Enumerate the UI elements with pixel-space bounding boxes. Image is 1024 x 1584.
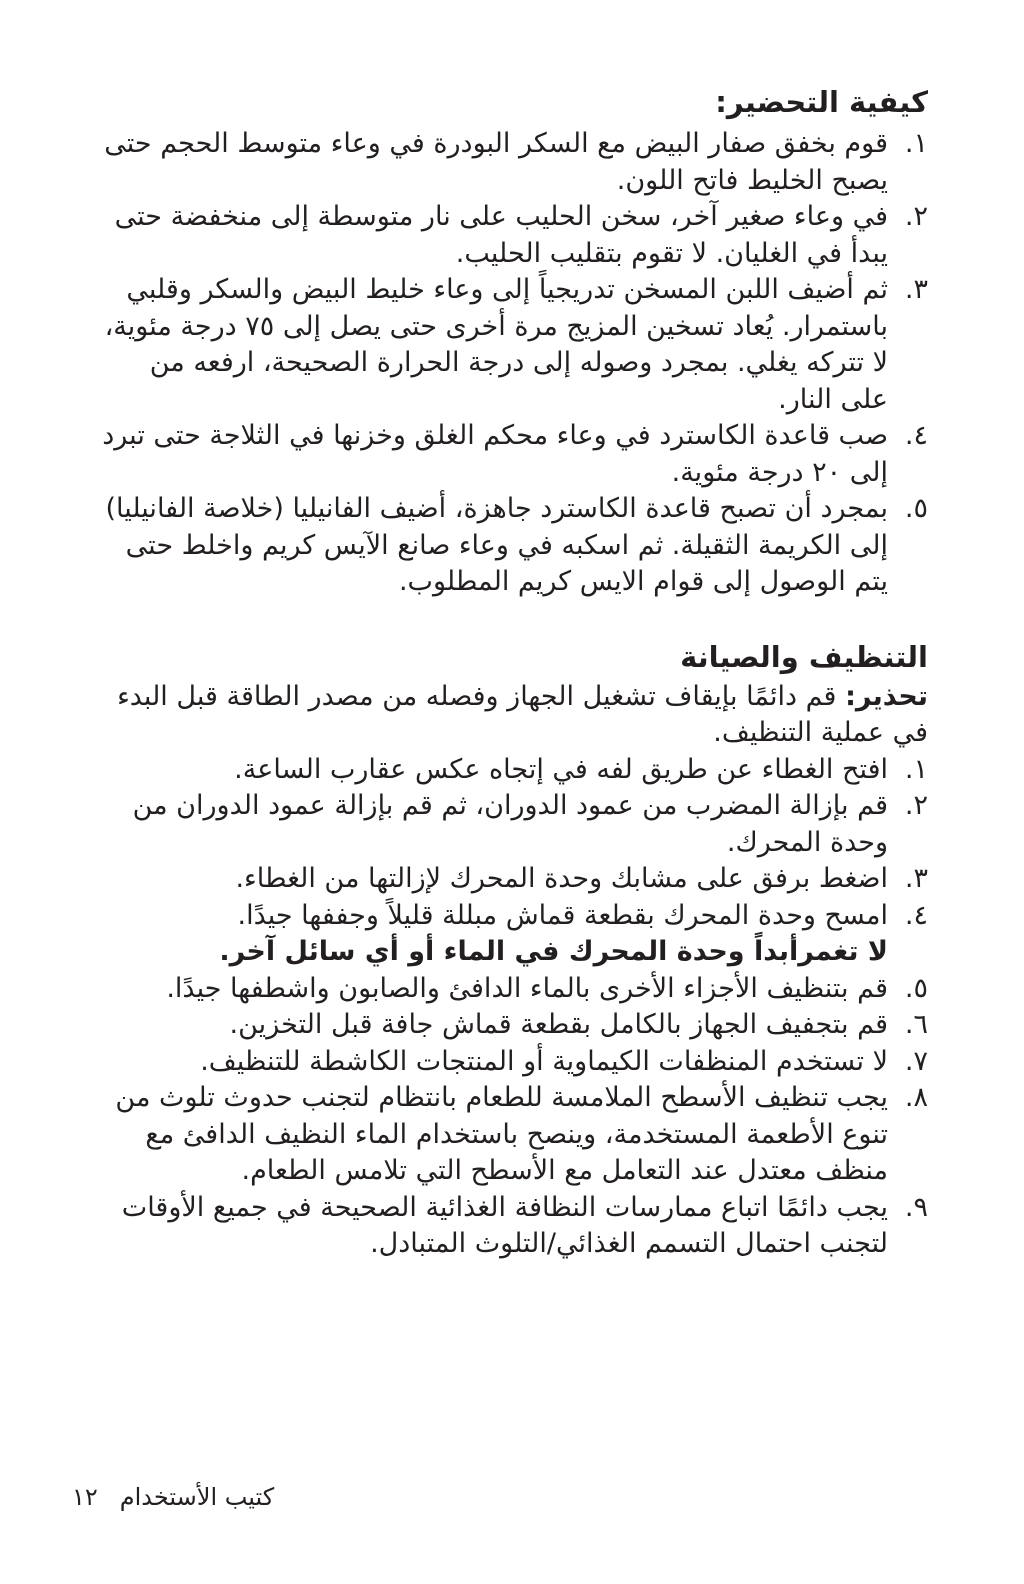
step-text: يجب دائمًا اتباع ممارسات النظافة الغذائية الصحيحة في جميع الأوقات لتجنب احتمال التسمم الغذائي/التلوث المتبادل. (121, 1191, 888, 1259)
step-text: امسح وحدة المحرك بقطعة قماش مبللة قليلاً وجففها جيدًا. (237, 899, 888, 931)
step-text: بمجرد أن تصبح قاعدة الكاسترد جاهزة، أضيف الفانيليا (خلاصة الفانيليا) إلى الكريمة الثقيلة. ثم اسكبه في وعاء صانع الآيس كريم واخلط حتى يتم الوصول إلى قوام الايس كريم المطلوب. (105, 493, 888, 597)
cleaning-heading: التنظيف والصيانة (680, 639, 928, 674)
preparation-heading: كيفية التحضير: (715, 85, 928, 119)
preparation-steps-list (96, 126, 928, 601)
cleaning-step-3 (96, 861, 928, 898)
step-number: ٧. (904, 1045, 928, 1077)
preparation-step-1 (96, 126, 928, 199)
step-number: ٣. (904, 274, 928, 305)
step-number: ١. (904, 753, 928, 785)
step-text: ثم أضيف اللبن المسخن تدريجياً إلى وعاء خليط البيض والسكر وقلبي باستمرار. يُعاد تسخين المزيج مرة أخرى حتى يصل إلى ٧٥ درجة مئوية، لا تتركه يغلي. بمجرد وصوله إلى درجة الحرارة الصحيحة، ارفعه من على النار. (104, 274, 888, 415)
cleaning-step-9 (96, 1190, 928, 1263)
step-text: اضغط برفق على مشابك وحدة المحرك لإزالتها من الغطاء. (235, 863, 888, 894)
preparation-step-2 (96, 199, 928, 272)
step-number: ٢. (904, 790, 928, 821)
step-number: ٥. (904, 972, 928, 1004)
step-text: يجب تنظيف الأسطح الملامسة للطعام بانتظام لتجنب حدوث تلوث من تنوع الأطعمة المستخدمة، وينصح باستخدام الماء النظيف الدافئ مع منظف معتدل عند التعامل مع الأسطح التي تلامس الطعام. (115, 1082, 888, 1186)
cleaning-step-1 (96, 752, 928, 789)
step-text: قم بتجفيف الجهاز بالكامل بقطعة قماش جافة قبل التخزين. (229, 1009, 888, 1040)
preparation-step-5 (96, 491, 928, 601)
cleaning-step-6 (96, 1007, 928, 1044)
step-number: ٨. (904, 1082, 928, 1113)
step-text: قوم بخفق صفار البيض مع السكر البودرة في وعاء متوسط الحجم حتى يصبح الخليط فاتح اللون. (104, 128, 888, 196)
page-number: ١٢ (72, 1483, 98, 1511)
warning-text: قم دائمًا بإيقاف تشغيل الجهاز وفصله من مصدر الطاقة قبل البدء في عملية التنظيف. (117, 680, 928, 748)
step-text: افتح الغطاء عن طريق لفه في إتجاه عكس عقارب الساعة. (234, 753, 888, 785)
step-text: في وعاء صغير آخر، سخن الحليب على نار متوسطة إلى منخفضة حتى يبدأ في الغليان. لا تقوم بتقليب الحليب. (114, 201, 888, 269)
cleaning-step-2 (96, 788, 928, 861)
step-number: ٣. (904, 863, 928, 894)
cleaning-steps-list (96, 752, 928, 1263)
page-content (96, 82, 928, 1263)
cleaning-step-5 (96, 971, 928, 1008)
step-text: قم بتنظيف الأجزاء الأخرى بالماء الدافئ والصابون واشطفها جيدًا. (166, 972, 888, 1004)
step-text: لا تغمرأبداً وحدة المحرك في الماء أو أي سائل آخر. (219, 936, 888, 967)
footer-title: كتيب الأستخدام (119, 1483, 275, 1511)
cleaning-step-7 (96, 1044, 928, 1081)
step-number: ٤. (904, 899, 928, 931)
step-number: ٦. (904, 1009, 928, 1040)
cleaning-warning (96, 679, 928, 752)
step-number: ٢. (904, 201, 928, 232)
step-number: ٩. (904, 1191, 928, 1223)
step-number: ٥. (904, 493, 928, 524)
step-number: ٤. (904, 420, 928, 451)
step-text: صب قاعدة الكاسترد في وعاء محكم الغلق وخزنها في الثلاجة حتى تبرد إلى ٢٠ درجة مئوية. (102, 420, 888, 488)
warning-label: تحذير: (845, 680, 928, 712)
step-text: قم بإزالة المضرب من عمود الدوران، ثم قم بإزالة عمود الدوران من وحدة المحرك. (132, 790, 888, 858)
preparation-step-3 (96, 272, 928, 418)
step-number: ١. (904, 128, 928, 159)
cleaning-step-8 (96, 1080, 928, 1190)
step-text: لا تستخدم المنظفات الكيماوية أو المنتجات الكاشطة للتنظيف. (200, 1045, 888, 1077)
preparation-step-4 (96, 418, 928, 491)
cleaning-bold-warning (96, 934, 928, 971)
page-footer (72, 1482, 274, 1512)
cleaning-step-4 (96, 898, 928, 935)
